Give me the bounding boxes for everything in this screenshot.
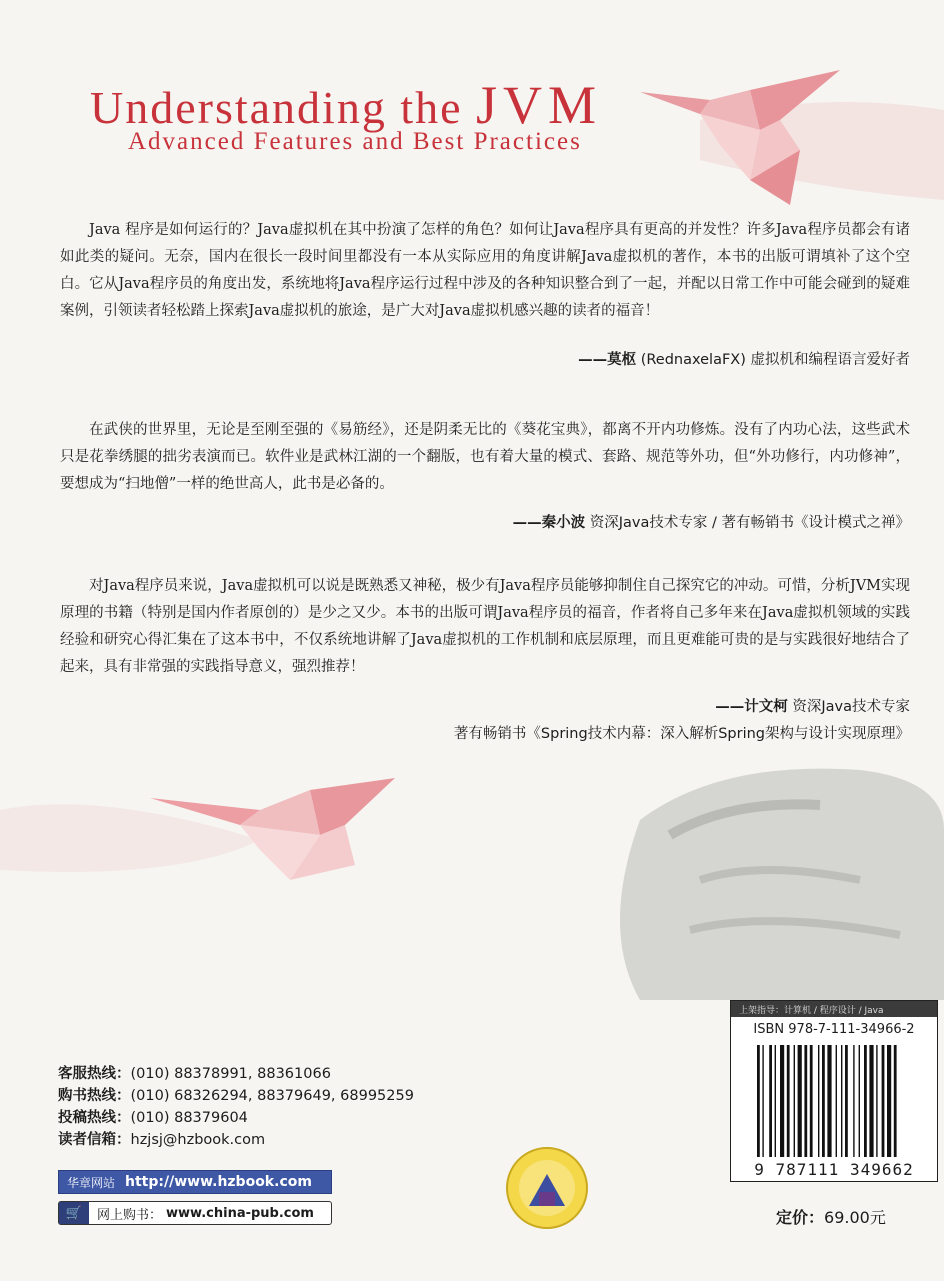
shopping-cart-icon: 🛒	[59, 1202, 89, 1224]
barcode-bar	[757, 1045, 760, 1157]
origami-hummingbird-icon	[640, 70, 850, 210]
review-attribution-2: ——秦小波 资深Java技术专家 / 著有畅销书《设计模式之禅》	[512, 515, 910, 531]
contact-row: 投稿热线：(010) 88379604	[58, 1110, 248, 1126]
contact-row: 购书热线：(010) 68326294, 88379649, 68995259	[58, 1088, 414, 1104]
barcode-bar	[798, 1045, 802, 1157]
barcode-bar	[787, 1045, 790, 1157]
review-attribution-3-book: 著有畅销书《Spring技术内幕：深入解析Spring架构与设计实现原理》	[453, 726, 910, 742]
book-subtitle: Advanced Features and Best Practices	[128, 128, 582, 155]
barcode-bar	[894, 1045, 897, 1157]
isbn-barcode-block	[730, 1000, 938, 1182]
contact-row: 客服热线：(010) 88378991, 88361066	[58, 1066, 331, 1082]
barcode-bar	[775, 1045, 776, 1157]
origami-hummingbird-icon	[150, 770, 400, 890]
barcode-bar	[827, 1045, 831, 1157]
publisher-emblem-icon	[503, 1144, 591, 1232]
barcode-bar	[794, 1045, 795, 1157]
barcode-bar	[841, 1045, 842, 1157]
review-attribution-3: ——计文柯 资深Java技术专家	[715, 699, 910, 715]
barcode-bar	[769, 1045, 772, 1157]
barcode-bar	[869, 1045, 873, 1157]
barcode-bar	[845, 1045, 848, 1157]
review-quote-1: Java 程序是如何运行的？Java虚拟机在其中扮演了怎样的角色？如何让Java程序具有更高的并发性？许多Java程序员都会有诸如此类的疑问。无奈，国内在很长一段时间里都没有一本从实际应用的角度讲解Java虚拟机的著作，本书的出版可谓填补了这个空白。它从Java程序员的角度出发，系统地将Java程序运行过程中涉及的各种知识整合到了一起，并配以日常工作中可能会碰到的疑难案例，引领读者轻松踏上探索Java虚拟机的旅途，是广大对Java虚拟机感兴趣的读者的福音！	[60, 222, 910, 319]
barcode-bar	[859, 1045, 860, 1157]
barcode-bar	[804, 1045, 807, 1157]
review-quote-2: 在武侠的世界里，无论是至刚至强的《易筋经》，还是阴柔无比的《葵花宝典》，都离不开内功修炼。没有了内功心法，这些武术只是花拳绣腿的拙劣表演而已。软件业是武林江湖的一个翻版，也有着大量的模式、套路、规范等外功，但“外功修行，内功修神”，要想成为“扫地僧”一样的绝世高人，此书是必备的。	[60, 422, 910, 492]
price: 定价：69.00元	[776, 1208, 886, 1227]
isbn-number: ISBN 978-7-111-34966-2	[753, 1022, 915, 1037]
barcode-bar	[887, 1045, 891, 1157]
shelving-category: 上架指导：计算机 / 程序设计 / Java	[731, 1001, 937, 1017]
barcode-bar	[762, 1045, 763, 1157]
barcode-bar	[822, 1045, 825, 1157]
barcode-bar	[876, 1045, 877, 1157]
barcode-bar	[810, 1045, 813, 1157]
review-quote-3: 对Java程序员来说，Java虚拟机可以说是既熟悉又神秘，极少有Java程序员能够抑制住自己探究它的冲动。可惜，分析JVM实现原理的书籍（特别是国内作者原创的）是少之又少。本书的出版可谓Java程序员的福音，作者将自己多年来在Java虚拟机领域的实践经验和研究心得汇集在了这本书中，不仅系统地讲解了Java虚拟机的工作机制和底层原理，而且更难能可贵的是与实践很好地结合了起来，具有非常强的实践指导意义，强烈推荐！	[60, 578, 911, 675]
book-title: Understanding the JVM	[90, 75, 603, 135]
contact-row: 读者信箱：hzjsj@hzbook.com	[58, 1132, 266, 1148]
contact-info	[58, 1063, 414, 1151]
barcode-bar	[853, 1045, 854, 1157]
review-attribution-1: ——莫枢 (RednaxelaFX) 虚拟机和编程语言爱好者	[578, 352, 910, 368]
barcode-bar	[882, 1045, 885, 1157]
barcode-bar	[864, 1045, 867, 1157]
barcode-icon	[755, 1045, 935, 1157]
barcode-bar	[818, 1045, 819, 1157]
barcode-digits: 9 787111 349662	[754, 1160, 914, 1179]
china-pub-website-link[interactable]: 🛒 网上购书： www.china-pub.com	[58, 1201, 332, 1225]
barcode-bar	[780, 1045, 784, 1157]
hzbook-website-link[interactable]: 华章网站 http://www.hzbook.com	[58, 1170, 332, 1194]
barcode-bar	[836, 1045, 837, 1157]
